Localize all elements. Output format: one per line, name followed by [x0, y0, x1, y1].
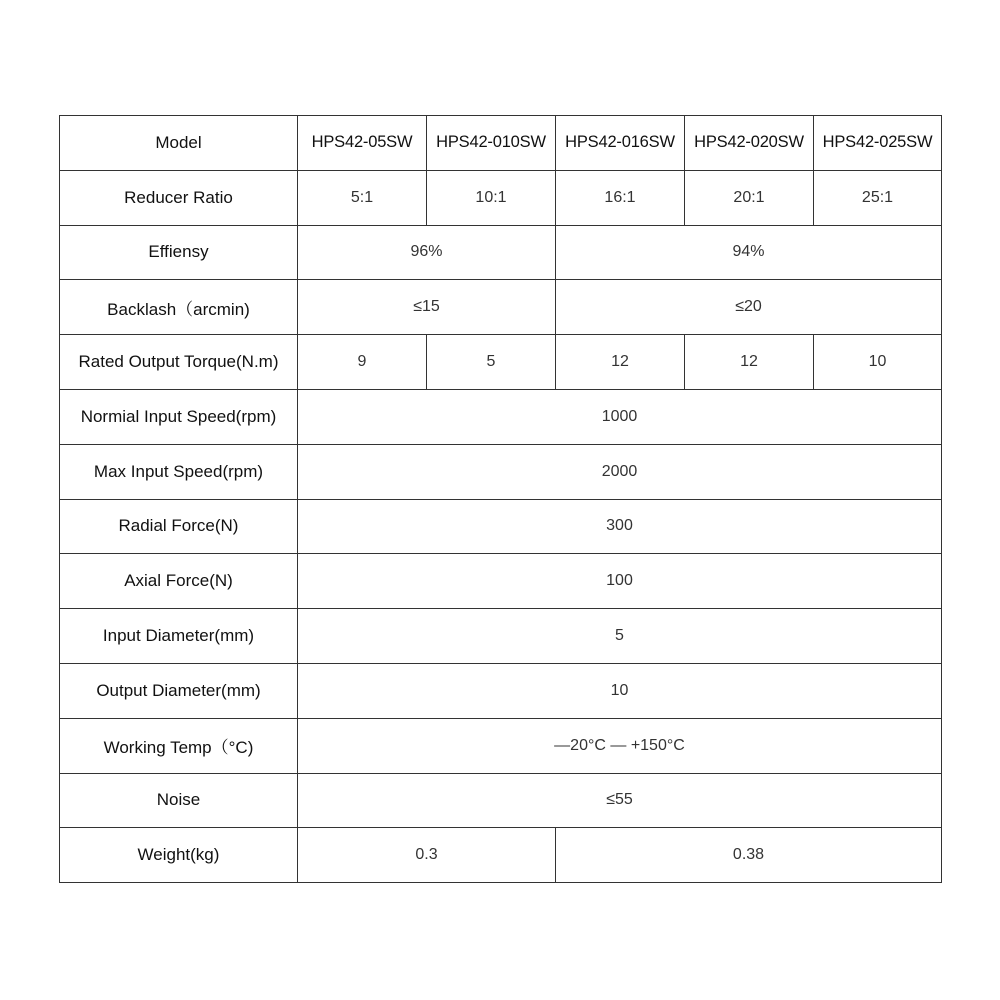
normal-input-speed-value: 1000	[298, 389, 942, 444]
output-diameter-label: Output Diameter(mm)	[60, 663, 298, 718]
noise-value: ≤55	[298, 773, 942, 828]
weight-value: 0.3	[298, 828, 556, 883]
table-row-reducer-ratio	[60, 170, 942, 225]
radial-force-label: Radial Force(N)	[60, 499, 298, 554]
table-row-efficiency	[60, 225, 942, 280]
table-row-model	[60, 116, 942, 171]
table-row-noise	[60, 773, 942, 828]
model-header-label: Model	[60, 116, 298, 171]
table-row-working-temp	[60, 718, 942, 773]
model-hps42-025sw: HPS42-025SW	[814, 116, 942, 171]
efficiency-value: 96%	[298, 225, 556, 280]
input-diameter-value: 5	[298, 609, 942, 664]
rated-torque-label: Rated Output Torque(N.m)	[60, 335, 298, 390]
rated-torque-value: 9	[298, 335, 427, 390]
normal-input-speed-label: Normial Input Speed(rpm)	[60, 389, 298, 444]
weight-value: 0.38	[556, 828, 942, 883]
table-row-max-input-speed	[60, 444, 942, 499]
rated-torque-value: 5	[427, 335, 556, 390]
table-row-output-diameter	[60, 663, 942, 718]
backlash-value: ≤20	[556, 280, 942, 335]
weight-label: Weight(kg)	[60, 828, 298, 883]
table-row-normal-input-speed	[60, 389, 942, 444]
table-row-radial-force	[60, 499, 942, 554]
table-row-backlash	[60, 280, 942, 335]
reducer-ratio-value: 16:1	[556, 170, 685, 225]
input-diameter-label: Input Diameter(mm)	[60, 609, 298, 664]
table-row-axial-force	[60, 554, 942, 609]
output-diameter-value: 10	[298, 663, 942, 718]
rated-torque-value: 12	[556, 335, 685, 390]
reducer-ratio-value: 20:1	[685, 170, 814, 225]
working-temp-value: —20°C — +150°C	[298, 718, 942, 773]
radial-force-value: 300	[298, 499, 942, 554]
model-hps42-016sw: HPS42-016SW	[556, 116, 685, 171]
model-hps42-020sw: HPS42-020SW	[685, 116, 814, 171]
table-row-rated-torque	[60, 335, 942, 390]
backlash-label: Backlash（arcmin)	[60, 280, 298, 335]
max-input-speed-value: 2000	[298, 444, 942, 499]
backlash-value: ≤15	[298, 280, 556, 335]
model-hps42-010sw: HPS42-010SW	[427, 116, 556, 171]
axial-force-value: 100	[298, 554, 942, 609]
model-hps42-05sw: HPS42-05SW	[298, 116, 427, 171]
noise-label: Noise	[60, 773, 298, 828]
table-row-input-diameter	[60, 609, 942, 664]
reducer-ratio-value: 5:1	[298, 170, 427, 225]
efficiency-label: Effiensy	[60, 225, 298, 280]
working-temp-label: Working Temp（°C)	[60, 718, 298, 773]
reducer-ratio-value: 10:1	[427, 170, 556, 225]
rated-torque-value: 10	[814, 335, 942, 390]
table-row-weight	[60, 828, 942, 883]
max-input-speed-label: Max Input Speed(rpm)	[60, 444, 298, 499]
spec-table	[59, 115, 942, 883]
reducer-ratio-value: 25:1	[814, 170, 942, 225]
reducer-ratio-label: Reducer Ratio	[60, 170, 298, 225]
rated-torque-value: 12	[685, 335, 814, 390]
efficiency-value: 94%	[556, 225, 942, 280]
axial-force-label: Axial Force(N)	[60, 554, 298, 609]
